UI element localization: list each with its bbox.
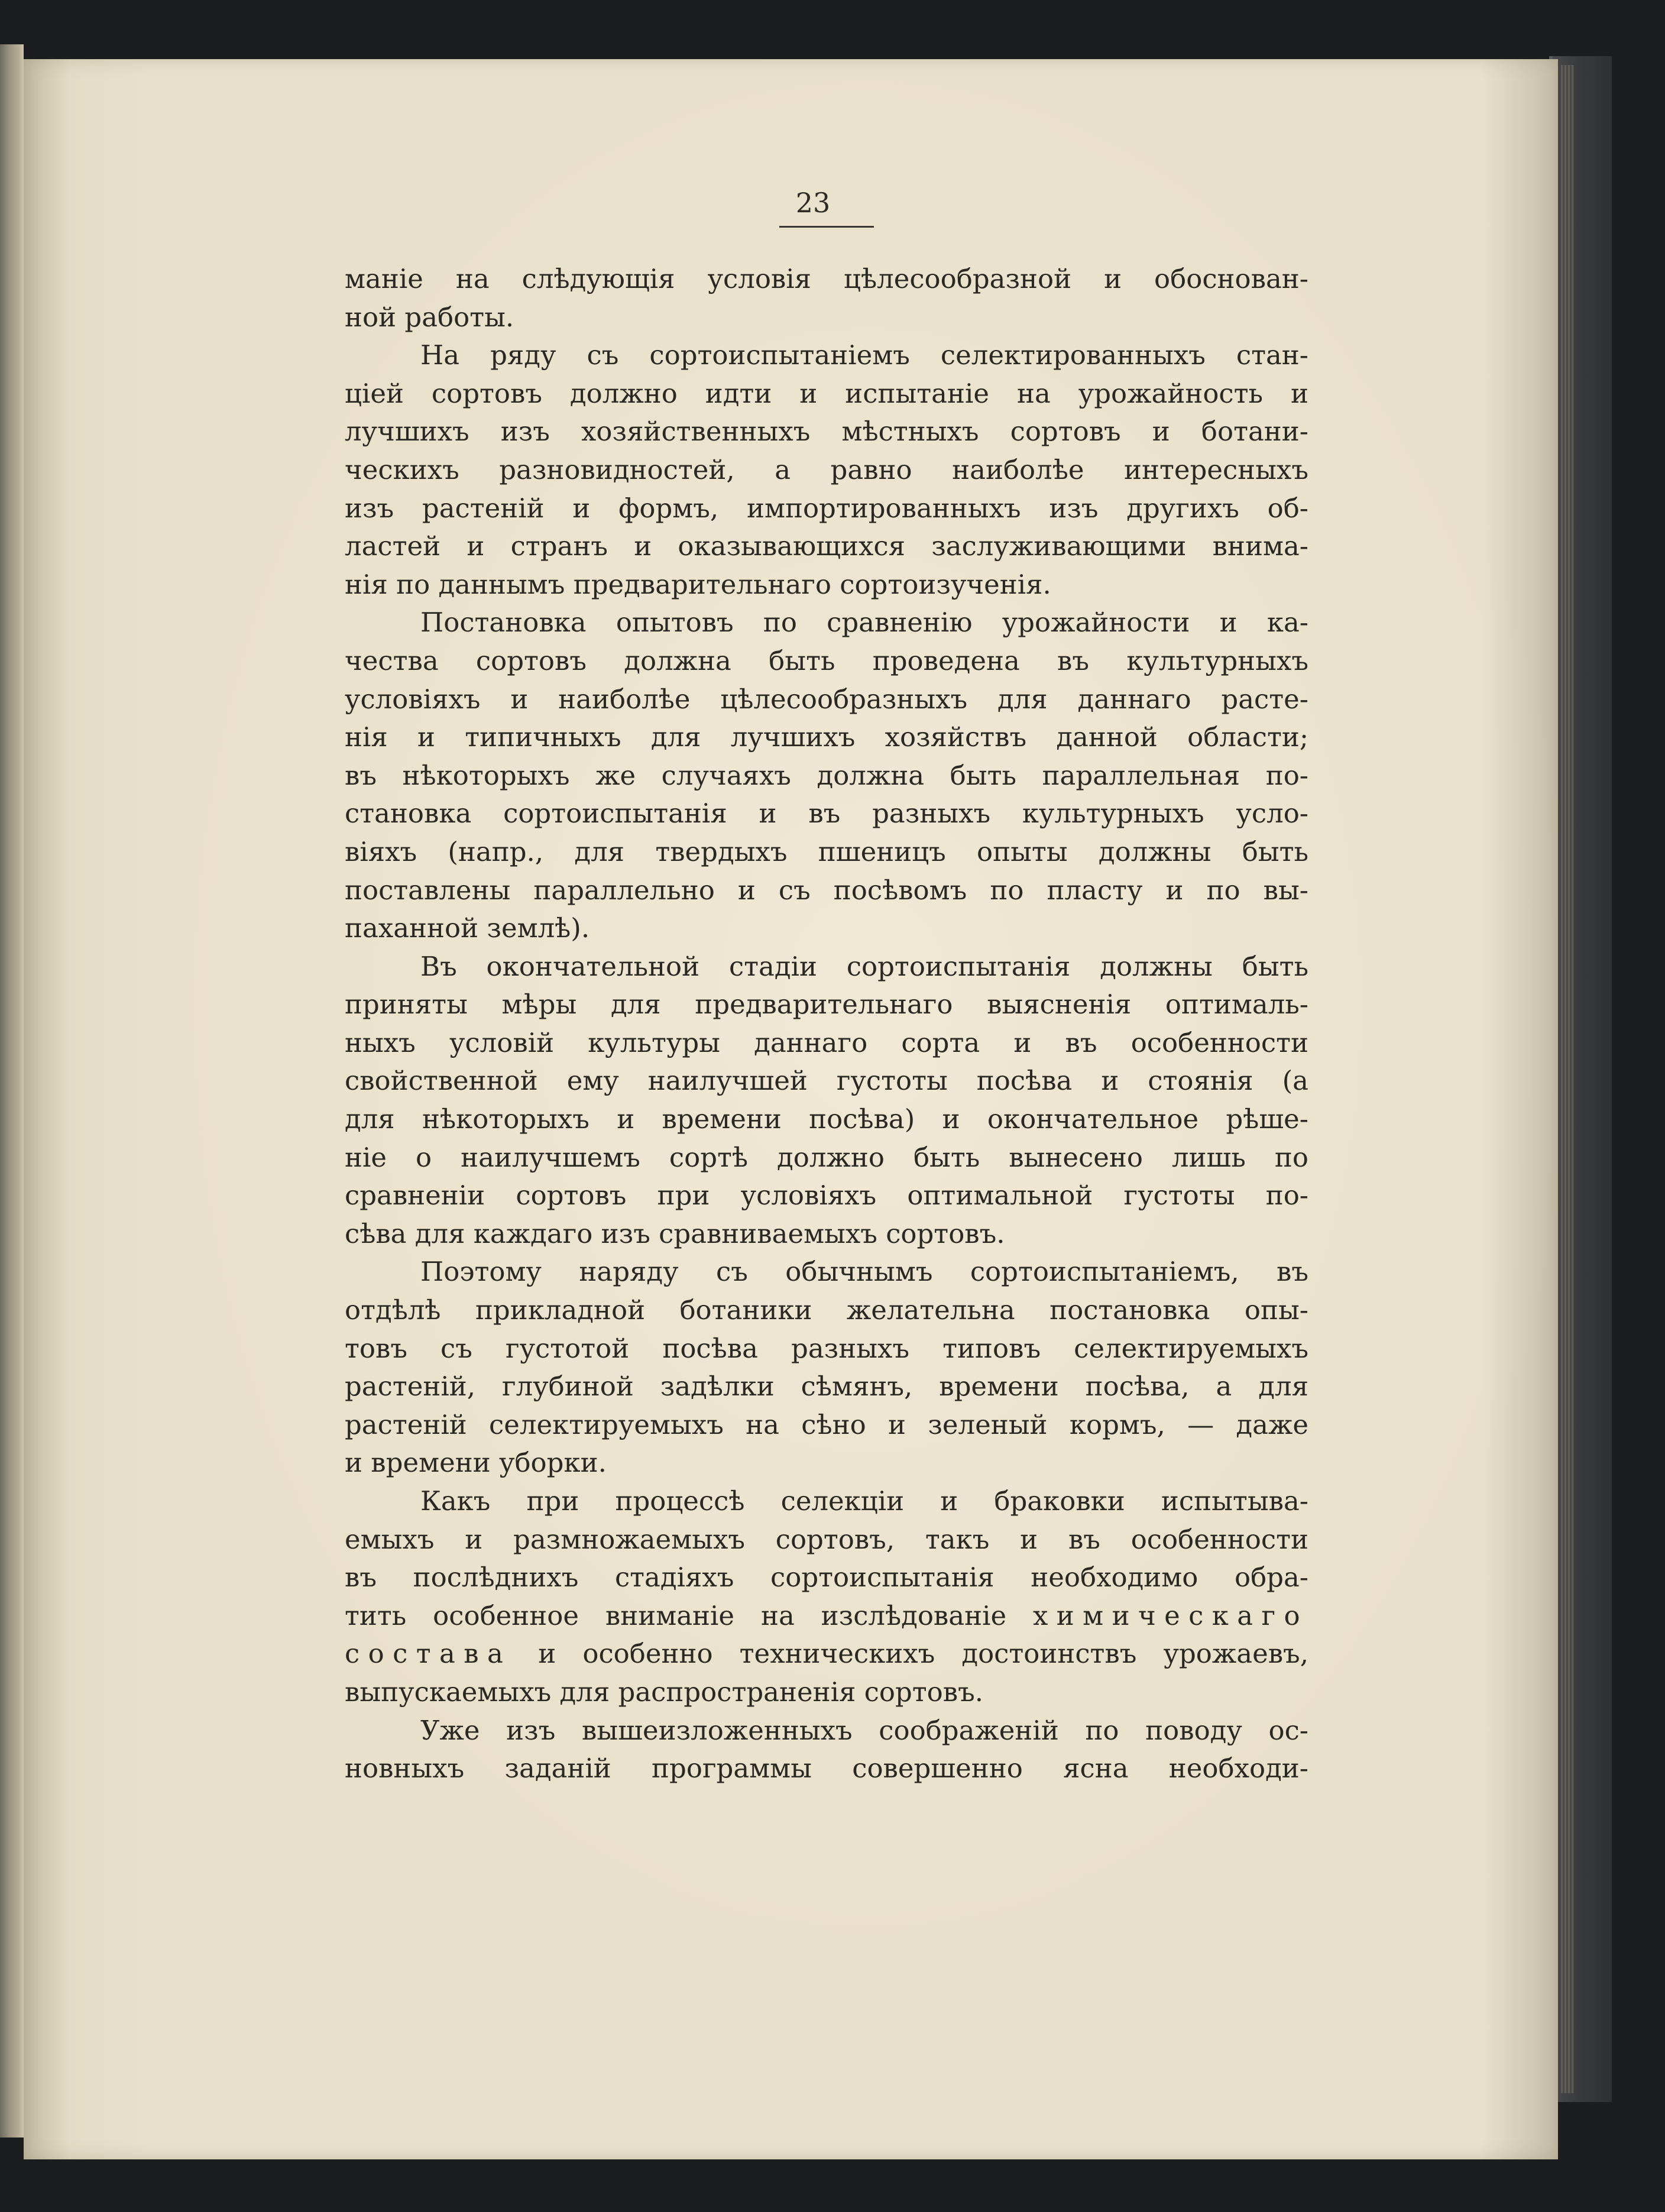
text-line: для нѣкоторыхъ и времени посѣва) и окончательное рѣше- [345,1103,1308,1135]
text-line: изъ растеній и формъ, импортированныхъ изъ другихъ об- [345,492,1308,524]
text-line: въ послѣднихъ стадіяхъ сортоиспытанія необходимо обра- [345,1562,1308,1594]
text-line: выпускаемыхъ для распространенія сортовъ. [345,1676,984,1708]
text-line: нія по даннымъ предварительнаго сортоизученія. [345,568,1051,600]
text-line: На ряду съ сортоиспытаніемъ селектированныхъ стан- [420,339,1308,371]
text-line: Поэтому наряду съ обычнымъ сортоиспытаніемъ, въ [420,1256,1308,1288]
text-line: паханной землѣ). [345,912,590,944]
text-line: свойственной ему наилучшей густоты посѣва и стоянія (а [345,1065,1308,1097]
book-cover-edge [1549,56,1612,2102]
page-stack-edge [1561,65,1574,2093]
text-line: становка сортоиспытанія и въ разныхъ культурныхъ усло- [345,798,1308,830]
text-line: въ нѣкоторыхъ же случаяхъ должна быть параллельная по- [345,759,1308,791]
text-line: приняты мѣры для предварительнаго выясненія оптималь- [345,989,1308,1021]
text-line: маніе на слѣдующія условія цѣлесообразной и обоснован- [345,263,1308,294]
text-line: віяхъ (напр., для твердыхъ пшеницъ опыты должны быть [345,835,1308,867]
text-line: состава и особенно техническихъ достоинствъ урожаевъ, [345,1638,1308,1670]
emphasized-word: химическаго [1033,1599,1308,1631]
text-line: ніе о наилучшемъ сортѣ должно быть вынесено лишь по [345,1141,1308,1173]
text-line: нія и типичныхъ для лучшихъ хозяйствъ данной области; [345,721,1308,753]
left-page-edge [0,44,24,2137]
text-line: отдѣлѣ прикладной ботаники желательна постановка опы- [345,1294,1308,1326]
text-line: ныхъ условій культуры даннаго сорта и въ особенности [345,1026,1308,1058]
text-line: поставлены параллельно и съ посѣвомъ по пласту и по вы- [345,874,1308,906]
text-line: чества сортовъ должна быть проведена въ культурныхъ [345,645,1308,676]
text-line: новныхъ заданій программы совершенно ясна необходи- [345,1753,1308,1785]
text-line: емыхъ и размножаемыхъ сортовъ, такъ и въ особенности [345,1523,1308,1555]
emphasized-word: состава [345,1638,512,1670]
text-line: условіяхъ и наиболѣе цѣлесообразныхъ для даннаго расте- [345,683,1308,715]
page-number: 23 [795,187,831,219]
text-line: сѣва для каждаго изъ сравниваемыхъ сортовъ. [345,1217,1005,1249]
text-line: тить особенное вниманіе на изслѣдованіе химическаго [345,1599,1308,1631]
text-line: растеній селектируемыхъ на сѣно и зеленый кормъ, — даже [345,1408,1308,1440]
text-line: Постановка опытовъ по сравненію урожайности и ка- [420,607,1308,639]
text-line: ціей сортовъ должно идти и испытаніе на урожайность и [345,377,1308,409]
text-line: сравненіи сортовъ при условіяхъ оптимальной густоты по- [345,1180,1308,1212]
text-line: и времени уборки. [345,1447,607,1479]
body-text [345,260,1308,1788]
text-line: лучшихъ изъ хозяйственныхъ мѣстныхъ сортовъ и ботани- [345,416,1308,448]
text-line: ческихъ разновидностей, а равно наиболѣе интересныхъ [345,454,1308,485]
text-line: Какъ при процессѣ селекціи и браковки испытыва- [420,1485,1308,1517]
text-line: Въ окончательной стадіи сортоиспытанія должны быть [420,950,1308,982]
text-line: ной работы. [345,301,514,333]
page-number-rule [779,226,874,228]
text-line: растеній, глубиной задѣлки сѣмянъ, времени посѣва, а для [345,1371,1308,1403]
text-line: Уже изъ вышеизложенныхъ соображеній по поводу ос- [420,1714,1308,1746]
text-line: ластей и странъ и оказывающихся заслуживающими внима- [345,530,1308,562]
text-line: товъ съ густотой посѣва разныхъ типовъ селектируемыхъ [345,1332,1308,1364]
